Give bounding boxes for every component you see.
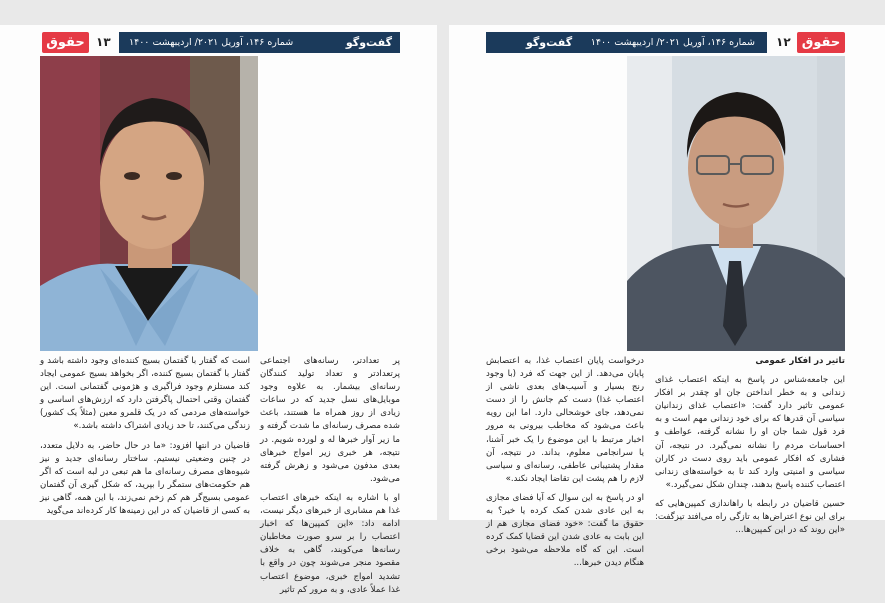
magazine-logo: حقوق	[797, 32, 845, 53]
paragraph: حسین قاضیان در رابطه با راهاندازی کمپین‌هایی که برای این نوع اعتراض‌ها به تازگی راه می‌افتد تیزگفت: «این روند که در این کمپین‌ها...	[655, 498, 845, 536]
paragraph: درخواست پایان اعتصاب غذا، به اعتصابش پایان می‌دهد. از این جهت که فرد (با وجود رنج بسیار و آسیب‌های بعدی ناشی از اعتصاب غذا) دست کم جانش را از دست نمی‌دهد، جای خوشحالی دارد. اما این رویه باعث می‌شود که مخاطب بیرونی به مرور اخبار مرتبط با این موضوع را یک خبر آشنا، یا سرانجامی معلوم، بداند. در نتیجه، آن مقدار پشتیبانی عاطفی، رسانه‌ای و سیاسی لازم را هم پشت این تقاضا ایجاد نکند.»	[486, 356, 644, 484]
article-column-right	[260, 355, 400, 603]
paragraph: این جامعه‌شناس در پاسخ به اینکه اعتصاب غذای زندانی و به خطر انداختن جان او چقدر بر افکار عمومی تاثیر دارد گفت: «اعتصاب غذای زندانیان سیاسی آن قدرها که برای خود زندانی مهم است و به فرد قول شما جان او را نشانه گرفته، عواطف و احساسات مردم را نشانه نمی‌گیرد. در نتیجه، آن فشاری که افکار عمومی باید روی دست در کاران سیاسی و امنیتی وارد کند تا به خواسته‌های زندانی اعتصاب کننده پاسخ بدهند، چندان شکل نمی‌گیرد.»	[655, 375, 845, 490]
article-column-left	[486, 355, 644, 577]
header-band	[486, 32, 767, 53]
paragraph: او در پاسخ به این سوال که آیا فضای مجازی به این عادی شدن کمک کرده یا خیر؟ به حقوق ما گفت: «خود فضای مجازی هم از این بابت به عادی شدن این قضایا کمک کرده است. این که گاه ملاحظه می‌شود برخی هنگام دیدن خبرها...	[486, 492, 644, 569]
paragraph: او با اشاره به اینکه خبرهای اعتصاب غذا هم مشابری از خبرهای دیگر نیست، ادامه داد: «این کمپین‌ها که اخبار اعتصاب را بر سرو صورت مخاطبان رسانه‌ها می‌کوبند، گاهی به خلاف مقصود منجر می‌شوند چون در واقع با تشدید امواج خبری، موضوع اعتصاب غذا عملاً عادی، و به مرور کم تاثیر	[260, 492, 400, 595]
paragraph: پر تعدادتر، رسانه‌های اجتماعی پرتعدادتر و تعداد تولید کنندگان رسانه‌ای بیشمار. به علاوه وجود موبایل‌های نسل جدید که در ساعات زیادی از روز همراه ما هستند، باعث شده مصرف رسانه‌ای ما شدت گرفته و ما زیر آوار خبرها له و لورده شویم. در نتیجه، هر خبری زیر امواج خبرهای بعدی مدفون می‌شود و زهرش گرفته می‌شود.	[260, 356, 400, 484]
paragraph: است که گفتار با گفتمان بسیج کننده‌ای وجود داشته باشد و گفتار با گفتمان بسیج کننده، اگر بخواهد بسیج عمومی ایجاد کند مستلزم وجود فراگیری و هژمونی گفتمانی است. این گفتمان وقتی احتمال پاگرفتن دارد که ارزش‌های اساسی و خواسته‌های مردمی که در یک قلمرو معین (مثلاً یک کشور) زندگی می‌کنند، تا حد زیادی اشتراک داشته باشد.»	[40, 356, 250, 432]
subheading: تاثیر در افکار عمومی	[755, 356, 845, 366]
header-band	[119, 32, 400, 53]
interviewee-photo	[40, 56, 258, 351]
section-title: گفت‌وگو	[345, 36, 392, 49]
section-title: گفت‌وگو	[526, 36, 573, 49]
article-column-left	[40, 355, 250, 524]
paragraph: قاضیان در انتها افزود: «ما در حال حاضر، به دلایل متعدد، در چنین وضعیتی نیستیم. ساختار رسانه‌ای جدید و نیز شیوه‌های مصرف رسانه‌ای ما هم تبعی در لبه است که اگر هم حکومت‌های ستمگر را بپرید، که شکل گیری آن گفتمان عمومی بسیج‌گر هم کم زخم نمی‌زند، با این همه، گاهی نیز به کسی از قاضیان که در این زمینه‌ها کار کرده‌اند می‌گوید	[40, 440, 250, 517]
magazine-logo: حقوق	[42, 32, 89, 53]
issue-info: شماره ۱۴۶، آوریل ۲۰۲۱/ اردیبهشت ۱۴۰۰	[129, 37, 294, 48]
left-page	[0, 25, 437, 595]
issue-info: شماره ۱۴۶، آوریل ۲۰۲۱/ اردیبهشت ۱۴۰۰	[590, 37, 755, 48]
page-number: ۱۳	[96, 35, 111, 49]
interviewee-photo	[627, 56, 845, 351]
article-column-right	[655, 355, 845, 543]
page-number: ۱۲	[776, 35, 791, 49]
right-page	[449, 25, 885, 569]
